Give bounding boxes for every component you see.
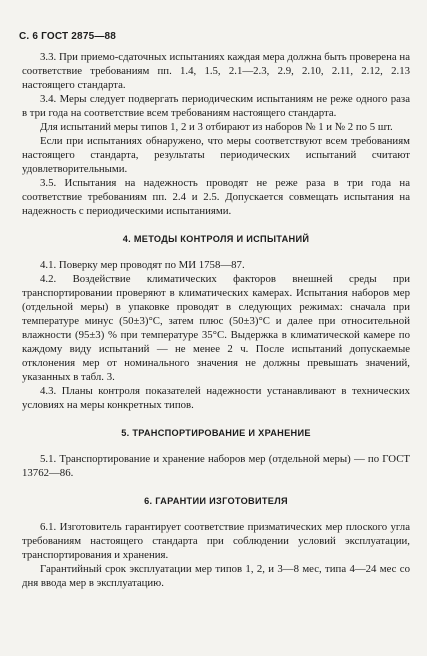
paragraph-4-3: 4.3. Планы контроля показателей надежности устанавливают в технических условиях на меры конкретных типов. xyxy=(22,385,410,411)
paragraph-3-3: 3.3. При приемо-сдаточных испытаниях каждая мера должна быть проверена на соответствие требованиям пп. 1.4, 1.5, 2.1—2.3, 2.9, 2.10, 2.11, 2.12, 2.13 настоящего стандарта. xyxy=(22,51,410,91)
section-heading-6: 6. ГАРАНТИИ ИЗГОТОВИТЕЛЯ xyxy=(144,496,288,506)
document-body xyxy=(22,50,410,590)
paragraph-3-4-result: Если при испытаниях обнаружено, что меры соответствуют всем требованиям настоящего стандарта, результаты периодических испытаний считают удовлетворительными. xyxy=(22,135,410,175)
paragraph-3-5: 3.5. Испытания на надежность проводят не реже раза в три года на соответствие требованиям пп. 2.4 и 2.5. Допускается совмещать испытания на надежность с периодическими испытаниями. xyxy=(22,177,410,217)
paragraph-4-2: 4.2. Воздействие климатических факторов внешней среды при транспортировании проверяют в климатических камерах. Испытания наборов мер (отдельной меры) в упаковке проводят в следующих режимах: сначала при температуре минус (50±3)°С, затем плюс (50±3)°С и далее при относительной влажности (95±3) % при температуре 35°С. Выдержка в климатической камере по каждому виду испытаний — не менее 2 ч. После испытаний допускаемые отклонения мер от номинального значения не должны превышать значений, указанных в табл. 3. xyxy=(22,273,410,383)
paragraph-6-1: 6.1. Изготовитель гарантирует соответствие призматических мер плоского угла требованиям настоящего стандарта при соблюдении условий эксплуатации, транспортирования и хранения. xyxy=(22,521,410,561)
section-heading-5: 5. ТРАНСПОРТИРОВАНИЕ И ХРАНЕНИЕ xyxy=(121,428,311,438)
paragraph-5-1: 5.1. Транспортирование и хранение наборов мер (отдельной меры) — по ГОСТ 13762—86. xyxy=(22,453,410,479)
page-header: С. 6 ГОСТ 2875—88 xyxy=(19,31,117,42)
paragraph-4-1: 4.1. Поверку мер проводят по МИ 1758—87. xyxy=(40,259,245,271)
section-heading-4: 4. МЕТОДЫ КОНТРОЛЯ И ИСПЫТАНИЙ xyxy=(122,234,310,244)
paragraph-3-4: 3.4. Меры следует подвергать периодическим испытаниям не реже одного раза в три года на соответствие всем требованиям настоящего стандарта. xyxy=(22,93,410,119)
paragraph-6-warranty: Гарантийный срок эксплуатации мер типов 1, 2, и 3—8 мес, типа 4—24 мес со дня ввода мер в эксплуатацию. xyxy=(22,563,410,589)
paragraph-3-4-sample: Для испытаний меры типов 1, 2 и 3 отбирают из наборов № 1 и № 2 по 5 шт. xyxy=(40,121,393,133)
